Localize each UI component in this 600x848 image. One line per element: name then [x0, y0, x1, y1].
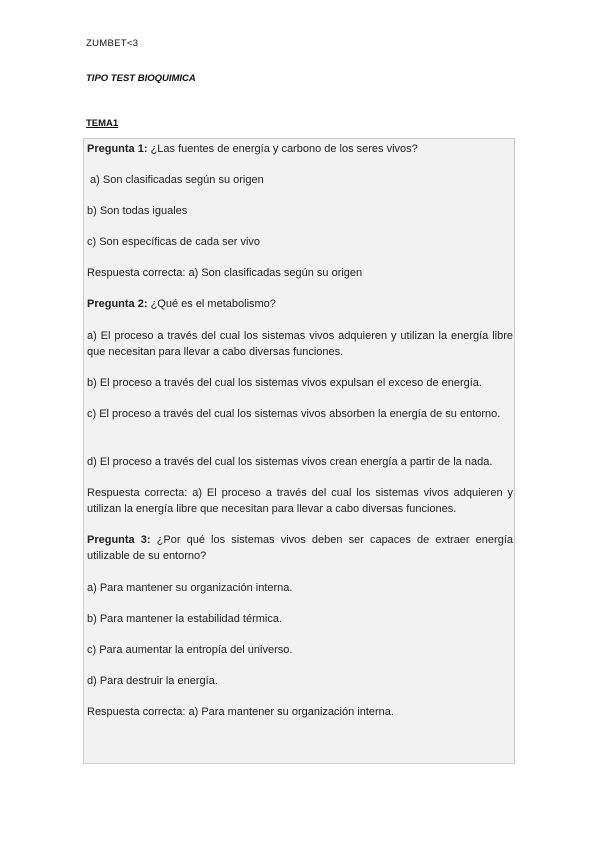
- question-2-text: ¿Qué es el metabolismo?: [150, 298, 276, 310]
- question-2: [87, 296, 513, 312]
- question-1: [87, 141, 513, 157]
- question-3-option-a: a) Para mantener su organización interna.: [87, 582, 293, 594]
- question-2-answer: Respuesta correcta: a) El proceso a través del cual los sistemas vivos adquieren y utilizan la energía libre que necesitan para llevar a cabo diversas funciones.: [87, 487, 513, 515]
- question-1-option-b: b) Son todas iguales: [87, 205, 188, 217]
- question-2-option-a: a) El proceso a través del cual los sistemas vivos adquieren y utilizan la energía libre que necesitan para llevar a cabo diversas funciones.: [87, 330, 513, 358]
- author-line: ZUMBET<3: [86, 38, 139, 49]
- question-2-option-c: c) El proceso a través del cual los sistemas vivos absorben la energía de su entorno.: [87, 408, 501, 420]
- question-1-answer: Respuesta correcta: a) Son clasificadas según su origen: [87, 267, 363, 279]
- question-1-option-a: a) Son clasificadas según su origen: [87, 174, 264, 186]
- question-1-label: Pregunta 1:: [87, 143, 148, 155]
- question-2-label: Pregunta 2:: [87, 298, 148, 310]
- question-3-option-c: c) Para aumentar la entropía del universo.: [87, 644, 293, 656]
- question-2-option-d: d) El proceso a través del cual los sistemas vivos crean energía a partir de la nada.: [87, 456, 493, 468]
- document-title: TIPO TEST BIOQUIMICA: [86, 73, 196, 84]
- question-3-option-d: d) Para destruir la energía.: [87, 675, 218, 687]
- questions-box: [83, 138, 515, 764]
- question-3-option-b: b) Para mantener la estabilidad térmica.: [87, 613, 283, 625]
- question-1-text: ¿Las fuentes de energía y carbono de los seres vivos?: [150, 143, 418, 155]
- question-3-label: Pregunta 3:: [87, 534, 151, 546]
- question-1-option-c: c) Son específicas de cada ser vivo: [87, 236, 261, 248]
- section-heading: TEMA1: [86, 118, 119, 129]
- question-3-answer: Respuesta correcta: a) Para mantener su organización interna.: [87, 706, 394, 718]
- question-3-text: ¿Por qué los sistemas vivos deben ser capaces de extraer energía utilizable de su entorno?: [87, 534, 513, 562]
- question-3: [87, 532, 513, 564]
- question-2-option-b: b) El proceso a través del cual los sistemas vivos expulsan el exceso de energía.: [87, 377, 482, 389]
